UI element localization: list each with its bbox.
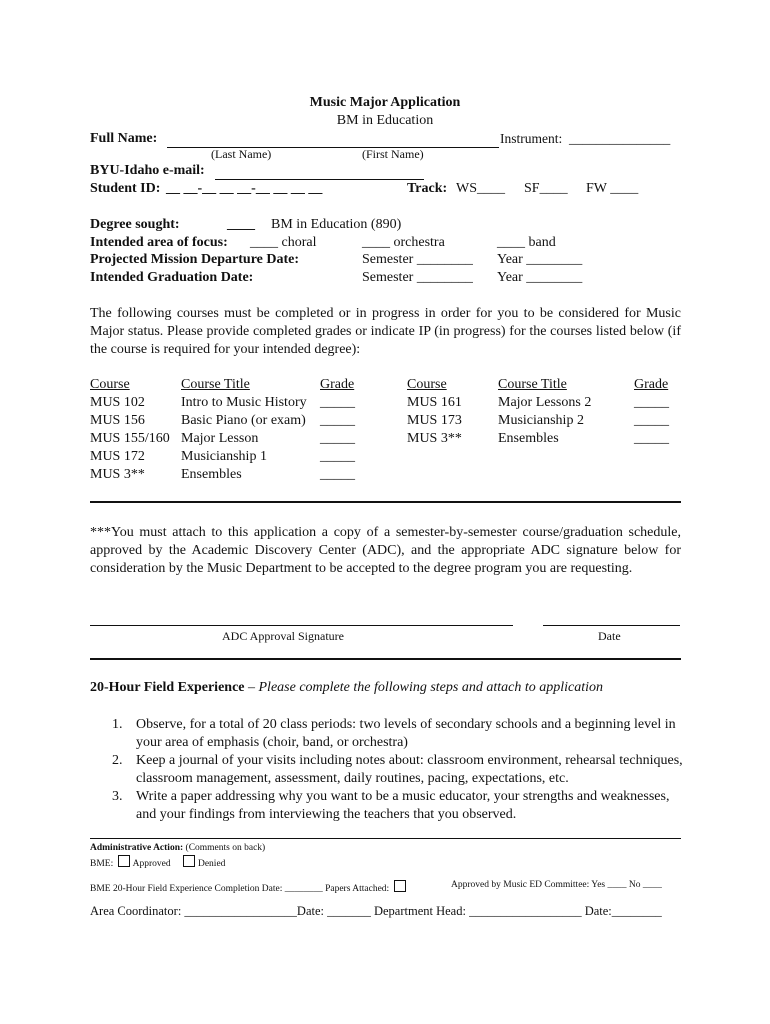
bme-label: BME: [90,859,114,869]
course-code: MUS 173 [407,413,462,428]
focus-orchestra[interactable]: ____ orchestra [362,235,445,250]
focus-band[interactable]: ____ band [497,235,556,250]
instrument-field[interactable]: _______________ [569,131,671,146]
course-code: MUS 156 [90,413,145,428]
course-code: MUS 155/160 [90,431,170,446]
course-title: Major Lessons 2 [498,395,592,410]
completion-row [90,880,409,894]
grade-field[interactable]: _____ [320,449,355,464]
col-course-right: Course [407,377,447,392]
field-experience-subtitle: – Please complete the following steps and attach to application [244,680,604,695]
first-name-caption: (First Name) [362,147,424,161]
denied-label: Denied [197,859,226,869]
col-grade-right: Grade [634,377,669,392]
col-grade-left: Grade [320,377,355,392]
graduation-semester-field[interactable]: Semester ________ [362,270,473,285]
last-name-caption: (Last Name) [211,147,272,161]
denied-checkbox[interactable] [183,855,195,867]
step-text: Keep a journal of your visits including notes about: classroom environment, rehearsal techniques, classroom management, assessment, daily routines, pacing, expectations, etc. [136,753,683,786]
course-code: MUS 3** [407,431,462,446]
admin-heading [90,843,265,853]
approved-checkbox[interactable] [118,855,130,867]
graduation-date-label: Intended Graduation Date: [90,270,254,285]
admin-title: Administrative Action: [90,843,184,853]
course-title: Ensembles [181,467,242,482]
col-course-left: Course [90,377,130,392]
adc-date-label: Date [598,629,621,643]
step-number: 1. [112,717,123,732]
course-code: MUS 161 [407,395,462,410]
course-title: Basic Piano (or exam) [181,413,306,428]
track-option-ws[interactable]: WS____ [456,181,505,196]
mission-date-label: Projected Mission Departure Date: [90,252,300,267]
field-experience-heading [90,680,603,696]
step-number: 2. [112,753,123,768]
course-code: MUS 102 [90,395,145,410]
grade-field[interactable]: _____ [320,413,355,428]
approved-label: Approved [132,859,171,869]
page-subtitle: BM in Education [336,113,434,128]
attach-note: ***You must attach to this application a copy of a semester-by-semester course/graduation schedule, approved by the Academic Discovery Center (ADC), and the appropriate ADC signature below for consideration by the Music Department to be accepted to the degree program you are requesting. [90,525,681,576]
col-title-right: Course Title [498,377,567,392]
step-number: 3. [112,789,123,804]
track-option-sf[interactable]: SF____ [524,181,568,196]
grade-field[interactable]: _____ [634,413,669,428]
email-field[interactable] [215,179,424,180]
course-code: MUS 172 [90,449,145,464]
email-label: BYU-Idaho e-mail: [90,163,205,178]
course-title: Intro to Music History [181,395,307,410]
adc-date-field[interactable] [543,625,680,626]
mission-year-field[interactable]: Year ________ [497,252,583,267]
focus-label: Intended area of focus: [90,235,228,250]
page-title: Music Major Application [309,95,461,110]
admin-comment: (Comments on back) [183,843,266,853]
track-option-fw[interactable]: FW ____ [586,181,639,196]
course-code: MUS 3** [90,467,145,482]
grade-field[interactable]: _____ [320,467,355,482]
grade-field[interactable]: _____ [320,431,355,446]
graduation-year-field[interactable]: Year ________ [497,270,583,285]
degree-sought-value: BM in Education (890) [271,217,402,232]
bme-row [90,855,225,869]
course-title: Major Lesson [181,431,259,446]
coordinator-row[interactable]: Area Coordinator: __________________Date: _______ Department Head: __________________ Date:________ [90,904,662,918]
student-id-field[interactable]: __ __-__ __ __-__ __ __ __ [166,181,323,196]
full-name-label: Full Name: [90,131,158,146]
section-divider [90,838,681,839]
grade-field[interactable]: _____ [634,431,669,446]
field-experience-title: 20-Hour Field Experience [90,680,245,695]
completion-text: BME 20-Hour Field Experience Completion Date: ________ Papers Attached: [90,884,390,894]
course-title: Musicianship 1 [181,449,267,464]
degree-sought-blank[interactable]: ____ [227,217,255,232]
section-divider [90,501,681,503]
course-title: Musicianship 2 [498,413,584,428]
course-title: Ensembles [498,431,559,446]
focus-choral[interactable]: ____ choral [250,235,317,250]
adc-signature-label: ADC Approval Signature [222,629,344,643]
step-text: Write a paper addressing why you want to be a music educator, your strengths and weaknesses, and your findings from interviewing the teachers that you observed. [136,789,670,822]
committee-text: Approved by Music ED Committee: Yes ____ No ____ [451,880,662,890]
adc-signature-field[interactable] [90,625,513,626]
grade-field[interactable]: _____ [320,395,355,410]
courses-intro: The following courses must be completed or in progress in order for you to be considered for Music Major status. Please provide completed grades or indicate IP (in progress) for the courses listed below (if the course is required for your intended degree): [90,306,681,357]
papers-attached-checkbox[interactable] [394,880,406,892]
degree-sought-label: Degree sought: [90,217,180,232]
step-text: Observe, for a total of 20 class periods: two levels of secondary schools and a beginning level in your area of emphasis (choir, band, or orchestra) [136,717,676,750]
mission-semester-field[interactable]: Semester ________ [362,252,473,267]
section-divider [90,658,681,660]
student-id-label: Student ID: [90,181,161,196]
col-title-left: Course Title [181,377,250,392]
track-label: Track: [407,181,448,196]
grade-field[interactable]: _____ [634,395,669,410]
instrument-label: Instrument: [500,131,563,146]
